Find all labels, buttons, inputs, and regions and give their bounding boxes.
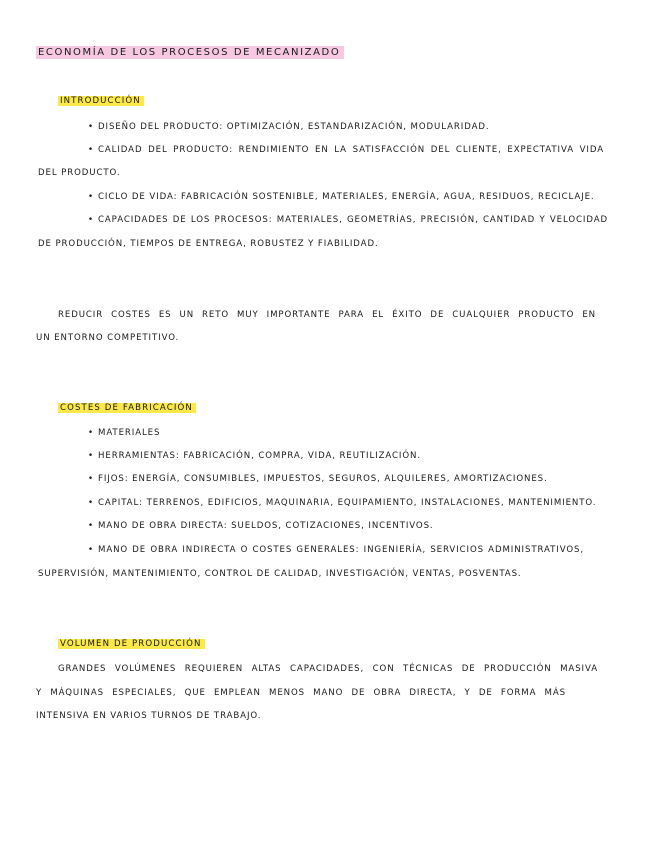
- costs-bullet-5: • MANO DE OBRA DIRECTA: SUELDOS, COTIZACIONES, INCENTIVOS.: [88, 521, 434, 531]
- bullet-dot: •: [88, 145, 94, 155]
- bullet-dot: •: [88, 521, 94, 531]
- volume-line-1: GRANDES VOLÚMENES REQUIEREN ALTAS CAPACIDADES, CON TÉCNICAS DE PRODUCCIÓN MASIVA: [58, 664, 598, 674]
- volume-line-3: INTENSIVA EN VARIOS TURNOS DE TRABAJO.: [36, 711, 262, 721]
- intro-bullet-4: • CAPACIDADES DE LOS PROCESOS: MATERIALES, GEOMETRÍAS, PRECISIÓN, CANTIDAD Y VELOCIDAD: [88, 215, 608, 225]
- bullet-dot: •: [88, 474, 94, 484]
- costs-bullet-4: • CAPITAL: TERRENOS, EDIFICIOS, MAQUINARIA, EQUIPAMIENTO, INSTALACIONES, MANTENIMIENTO.: [88, 498, 597, 508]
- intro-bullet-2: • CALIDAD DEL PRODUCTO: RENDIMIENTO EN LA SATISFACCIÓN DEL CLIENTE, EXPECTATIVA VIDA: [88, 145, 604, 155]
- intro-bullet-2-cont: DEL PRODUCTO.: [38, 168, 121, 178]
- intro-bullet-4-cont: DE PRODUCCIÓN, TIEMPOS DE ENTREGA, ROBUSTEZ Y FIABILIDAD.: [38, 239, 379, 249]
- statement-line-2: UN ENTORNO COMPETITIVO.: [36, 333, 180, 343]
- costs-bullet-2: • HERRAMIENTAS: FABRICACIÓN, COMPRA, VIDA, REUTILIZACIÓN.: [88, 451, 421, 461]
- intro-bullet-3: • CICLO DE VIDA: FABRICACIÓN SOSTENIBLE, MATERIALES, ENERGÍA, AGUA, RESIDUOS, RECICLAJE.: [88, 192, 595, 202]
- volume-heading: VOLUMEN DE PRODUCCIÓN: [58, 639, 205, 649]
- bullet-dot: •: [88, 498, 94, 508]
- page-title: ECONOMÍA DE LOS PROCESOS DE MECANIZADO: [36, 46, 344, 59]
- bullet-dot: •: [88, 122, 94, 132]
- costs-bullet-6-cont: SUPERVISIÓN, MANTENIMIENTO, CONTROL DE CALIDAD, INVESTIGACIÓN, VENTAS, POSVENTAS.: [38, 569, 522, 579]
- intro-heading: INTRODUCCIÓN: [58, 96, 144, 106]
- costs-heading: COSTES DE FABRICACIÓN: [58, 403, 196, 413]
- bullet-dot: •: [88, 451, 94, 461]
- costs-bullet-3: • FIJOS: ENERGÍA, CONSUMIBLES, IMPUESTOS, SEGUROS, ALQUILERES, AMORTIZACIONES.: [88, 474, 548, 484]
- intro-bullet-1: • DISEÑO DEL PRODUCTO: OPTIMIZACIÓN, ESTANDARIZACIÓN, MODULARIDAD.: [88, 122, 490, 132]
- bullet-dot: •: [88, 545, 94, 555]
- bullet-dot: •: [88, 215, 94, 225]
- costs-bullet-6: • MANO DE OBRA INDIRECTA O COSTES GENERALES: INGENIERÍA, SERVICIOS ADMINISTRATIVOS,: [88, 545, 584, 555]
- statement-line-1: REDUCIR COSTES ES UN RETO MUY IMPORTANTE PARA EL ÉXITO DE CUALQUIER PRODUCTO EN: [58, 310, 596, 320]
- bullet-dot: •: [88, 192, 94, 202]
- bullet-dot: •: [88, 428, 94, 438]
- volume-line-2: Y MÁQUINAS ESPECIALES, QUE EMPLEAN MENOS MANO DE OBRA DIRECTA, Y DE FORMA MÁS: [36, 688, 566, 698]
- costs-bullet-1: • MATERIALES: [88, 428, 161, 438]
